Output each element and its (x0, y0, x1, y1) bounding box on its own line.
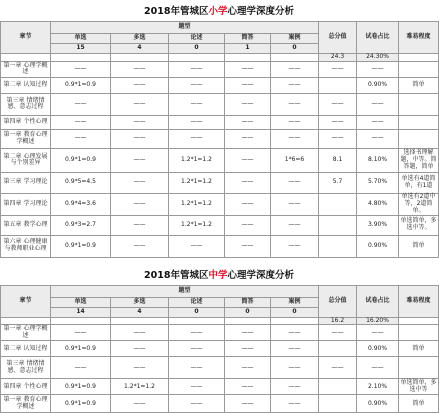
essay-cell: —— (169, 77, 225, 93)
case-cell: 1*6=6 (271, 148, 319, 172)
case-cell: —— (271, 77, 319, 93)
chapter-cell: 第二章 认知过程 (1, 77, 51, 93)
chapter-cell: 第六章 心理健康与教师职业心理 (1, 235, 51, 257)
total-cell (319, 395, 357, 413)
essay-cell: —— (169, 129, 225, 148)
essay-count: 0 (169, 307, 225, 317)
chapter-cell: 第二章 认知过程 (1, 341, 51, 357)
case-cell: —— (271, 341, 319, 357)
ratio-header: 试卷占比 (357, 285, 399, 317)
middle-body (1, 325, 439, 413)
table-row (1, 379, 439, 395)
ratio-cell: 0.90% (357, 395, 399, 413)
chapter-cell: 第四章 个性心理 (1, 115, 51, 129)
total-cell (319, 215, 357, 235)
chapter-header: 章节 (1, 22, 51, 54)
single-cell: 0.9*3=2.7 (51, 215, 111, 235)
chapter-cell: 第一章 教育心理学概述 (1, 395, 51, 413)
short-cell: —— (225, 129, 271, 148)
case-cell: —— (271, 325, 319, 341)
case-count: 0 (271, 44, 319, 54)
short-cell: —— (225, 115, 271, 129)
multi-cell: —— (111, 115, 169, 129)
ratio-cell: —— (357, 129, 399, 148)
short-header: 简答 (225, 297, 271, 307)
short-header: 简答 (225, 34, 271, 44)
single-cell: —— (51, 325, 111, 341)
blank-cell (1, 317, 51, 325)
multi-header: 多选 (111, 297, 169, 307)
short-cell: —— (225, 325, 271, 341)
chapter-cell: 第四章 学习理论 (1, 193, 51, 215)
difficulty-cell: 简单 (399, 77, 439, 93)
total-cell: —— (319, 129, 357, 148)
chapter-cell: 第四章 个性心理 (1, 379, 51, 395)
multi-cell: —— (111, 61, 169, 77)
table-row (1, 341, 439, 357)
difficulty-cell: 单选简单，多选中等。 (399, 215, 439, 235)
difficulty-cell: 单选有4道简单，有1道 (399, 172, 439, 193)
table-row (1, 215, 439, 235)
essay-cell: —— (169, 395, 225, 413)
difficulty-cell: 单选简单，多选中等 (400, 379, 437, 393)
single-cell: —— (51, 115, 111, 129)
total-cell: —— (319, 61, 357, 77)
table-row (1, 129, 439, 148)
difficulty-cell (399, 325, 439, 341)
case-cell: —— (271, 172, 319, 193)
total-cell: —— (319, 357, 357, 379)
case-cell: —— (271, 215, 319, 235)
section-gap (0, 258, 438, 264)
difficulty-cell: 简单 (399, 395, 439, 413)
ratio-value: 24.30% (357, 54, 399, 62)
multi-count: 4 (111, 44, 169, 54)
chapter-header: 章节 (1, 285, 51, 317)
short-cell: —— (225, 77, 271, 93)
difficulty-cell (399, 115, 439, 129)
chapter-cell: 第五章 教学心理 (1, 215, 51, 235)
total-header: 总分值 (319, 22, 357, 54)
type-header: 题型 (51, 285, 319, 297)
ratio-cell: 0.90% (357, 341, 399, 357)
case-cell: —— (271, 235, 319, 257)
case-cell: —— (271, 357, 319, 379)
multi-cell: —— (111, 172, 169, 193)
difficulty-cell (399, 61, 439, 77)
case-cell: —— (271, 61, 319, 77)
difficulty-cell (399, 93, 439, 115)
total-cell (319, 379, 357, 395)
chapter-cell: 第一章 心理学概述 (1, 61, 51, 77)
chapter-cell: 第一章 心理学概述 (1, 325, 51, 341)
short-cell: —— (225, 357, 271, 379)
ratio-header: 试卷占比 (357, 22, 399, 54)
case-cell: —— (271, 93, 319, 115)
table-row (1, 395, 439, 413)
single-cell: —— (51, 129, 111, 148)
single-cell: —— (51, 61, 111, 77)
difficulty-header: 难易程度 (399, 22, 439, 54)
essay-header: 论述 (169, 34, 225, 44)
total-value: 24.3 (319, 54, 357, 62)
difficulty-cell (399, 129, 439, 148)
single-cell: 0.9*1=0.9 (51, 235, 111, 257)
difficulty-cell: 简单 (399, 341, 439, 357)
short-count: 0 (225, 307, 271, 317)
single-count: 15 (51, 44, 111, 54)
difficulty-cell: 简单 (399, 235, 439, 257)
essay-cell: 1.2*1=1.2 (169, 148, 225, 172)
multi-cell: —— (111, 193, 169, 215)
multi-cell: —— (111, 341, 169, 357)
case-cell: —— (271, 115, 319, 129)
total-cell: —— (319, 325, 357, 341)
short-cell: —— (225, 215, 271, 235)
essay-cell: —— (169, 61, 225, 77)
total-cell (319, 235, 357, 257)
single-count: 14 (51, 307, 111, 317)
middle-title: 2018年管城区中学心理学深度分析 (144, 269, 294, 281)
total-cell (319, 77, 357, 93)
table-row (1, 148, 439, 172)
short-cell: —— (225, 341, 271, 357)
total-cell: 5.7 (319, 172, 357, 193)
short-cell: —— (225, 193, 271, 215)
middle-table (0, 285, 439, 413)
multi-count: 4 (111, 307, 169, 317)
multi-cell: —— (111, 148, 169, 172)
essay-cell: —— (169, 325, 225, 341)
ratio-cell: 4.80% (357, 193, 399, 215)
page (0, 3, 438, 410)
table-row (1, 235, 439, 257)
single-cell: 0.9*1=0.9 (51, 379, 111, 395)
difficulty-cell (399, 357, 439, 379)
single-header: 单选 (51, 297, 111, 307)
multi-cell: —— (111, 215, 169, 235)
blank-cell (1, 54, 51, 62)
essay-cell: —— (169, 357, 225, 379)
type-header: 题型 (51, 22, 319, 34)
ratio-cell: 3.90% (357, 215, 399, 235)
case-cell: —— (271, 379, 319, 395)
short-cell: —— (225, 235, 271, 257)
ratio-cell: —— (357, 93, 399, 115)
short-cell: —— (225, 93, 271, 115)
ratio-cell: 8.10% (357, 148, 399, 172)
multi-header: 多选 (111, 34, 169, 44)
ratio-cell: —— (357, 61, 399, 77)
table-row (1, 325, 439, 341)
primary-title: 2018年管城区小学心理学深度分析 (144, 6, 294, 17)
multi-cell: —— (111, 77, 169, 93)
essay-cell: 1.2*1=1.2 (169, 172, 225, 193)
multi-cell: —— (111, 93, 169, 115)
chapter-cell: 第三章 情绪情感、意志过程 (1, 93, 51, 115)
total-value: 16.2 (319, 317, 357, 325)
ratio-cell: 5.70% (357, 172, 399, 193)
difficulty-header: 难易程度 (399, 285, 439, 317)
difficulty-cell: 单选有2道中等，2道简单。 (399, 193, 439, 215)
chapter-cell: 第一章 教育心理学概述 (1, 129, 51, 148)
single-cell: 0.9*1=0.9 (51, 148, 111, 172)
ratio-cell: 2.10% (357, 379, 399, 395)
case-cell: —— (271, 129, 319, 148)
table-row (1, 77, 439, 93)
multi-cell: —— (111, 325, 169, 341)
chapter-cell: 第三章 情绪情感、意志过程 (1, 357, 51, 379)
difficulty-cell: 选择书理解题，中等。简答题，简单 (399, 148, 439, 172)
essay-cell: —— (169, 115, 225, 129)
total-header: 总分值 (319, 285, 357, 317)
table-row (1, 61, 439, 77)
essay-cell: —— (169, 341, 225, 357)
case-cell: —— (271, 395, 319, 413)
case-header: 案例 (271, 34, 319, 44)
primary-table (0, 21, 439, 258)
ratio-value: 16.20% (357, 317, 399, 325)
case-header: 案例 (271, 297, 319, 307)
single-cell: —— (51, 93, 111, 115)
chapter-cell: 第三章 学习理论 (1, 172, 51, 193)
single-cell: 0.9*1=0.9 (51, 77, 111, 93)
chapter-cell: 第二章 心理发展与个别差异 (1, 148, 51, 172)
short-cell: —— (225, 61, 271, 77)
ratio-cell: —— (357, 357, 399, 379)
short-cell: —— (225, 172, 271, 193)
total-cell: 8.1 (319, 148, 357, 172)
essay-cell: 1.2*1=1.2 (169, 215, 225, 235)
case-count: 0 (271, 307, 319, 317)
table-row (1, 115, 439, 129)
essay-cell: —— (169, 235, 225, 257)
table-row (1, 172, 439, 193)
table-row (1, 193, 439, 215)
case-cell: —— (271, 193, 319, 215)
essay-cell: —— (169, 379, 225, 395)
short-count: 1 (225, 44, 271, 54)
single-cell: —— (51, 357, 111, 379)
single-cell: 0.9*4=3.6 (51, 193, 111, 215)
essay-cell: —— (169, 93, 225, 115)
essay-count: 0 (169, 44, 225, 54)
multi-cell: —— (111, 395, 169, 413)
multi-cell: —— (111, 357, 169, 379)
primary-body (1, 61, 439, 257)
table-row (1, 357, 439, 379)
single-cell: 0.9*1=0.9 (51, 341, 111, 357)
ratio-cell: 0.90% (357, 77, 399, 93)
ratio-cell: —— (357, 325, 399, 341)
multi-cell: 1.2*1=1.2 (111, 379, 169, 395)
table-row (1, 93, 439, 115)
multi-cell: —— (111, 129, 169, 148)
ratio-cell: —— (357, 115, 399, 129)
essay-header: 论述 (169, 297, 225, 307)
total-cell: —— (319, 93, 357, 115)
single-cell: 0.9*5=4.5 (51, 172, 111, 193)
short-cell: —— (225, 379, 271, 395)
ratio-cell: 0.90% (357, 235, 399, 257)
essay-cell: 1.2*1=1.2 (169, 193, 225, 215)
total-cell (319, 341, 357, 357)
single-cell: 0.9*1=0.9 (51, 395, 111, 413)
single-header: 单选 (51, 34, 111, 44)
total-cell (319, 193, 357, 215)
short-cell: —— (225, 148, 271, 172)
multi-cell: —— (111, 235, 169, 257)
short-cell: —— (225, 395, 271, 413)
total-cell: —— (319, 115, 357, 129)
